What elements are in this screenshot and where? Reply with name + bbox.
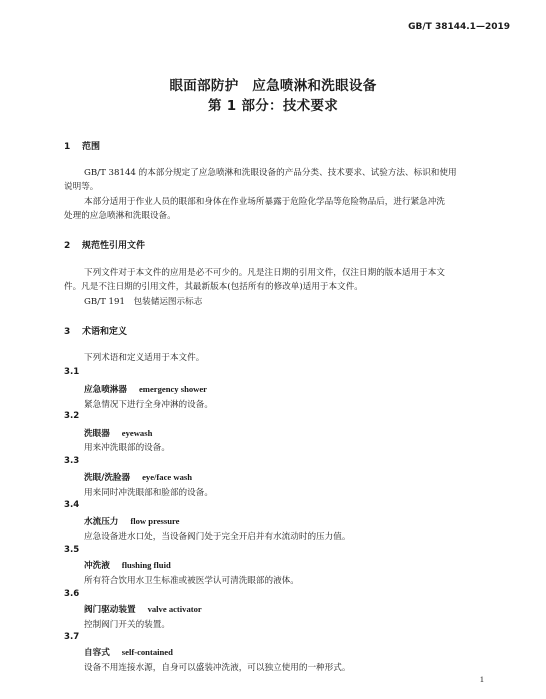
term-zh: 阀门驱动装置 <box>84 605 136 615</box>
term-en: emergency shower <box>138 384 207 394</box>
page-number: 1 <box>479 674 484 684</box>
paragraph: 处理的应急喷淋和洗眼设备。 <box>64 211 176 221</box>
term-number: 3.4 <box>64 500 80 510</box>
section-2-heading <box>64 238 145 251</box>
standard-number: GB/T 38144.1—2019 <box>408 22 510 32</box>
term-en: eye/face wash <box>142 472 192 482</box>
term-zh: 洗眼器 <box>84 429 110 439</box>
term-number: 3.1 <box>64 367 80 377</box>
term-definition: 所有符合饮用水卫生标准或被医学认可清洗眼部的液体。 <box>84 576 299 586</box>
term-en: eyewash <box>121 428 153 438</box>
term-number: 3.3 <box>64 456 80 466</box>
paragraph: 说明等。 <box>64 182 99 192</box>
term-en: flow pressure <box>130 516 180 526</box>
term-zh: 自容式 <box>84 648 110 658</box>
paragraph: 下列术语和定义适用于本文件。 <box>84 353 205 363</box>
term-en: flushing fluid <box>121 560 171 570</box>
section-3-heading <box>64 324 127 337</box>
section-title: 范围 <box>82 142 101 152</box>
section-1-heading <box>64 139 100 152</box>
document-subtitle: 第 1 部分：技术要求 <box>207 98 339 114</box>
document-title: 眼面部防护 应急喷淋和洗眼设备 <box>169 78 377 94</box>
paragraph: GB/T 38144 的本部分规定了应急喷淋和洗眼设备的产品分类、技术要求、试验方法、标识和使用 <box>84 168 457 178</box>
term-en: valve activator <box>147 604 202 614</box>
section-title: 术语和定义 <box>82 327 128 337</box>
term <box>84 427 152 439</box>
paragraph: 下列文件对于本文件的应用是必不可少的。凡是注日期的引用文件，仅注日期的版本适用于本文 <box>84 268 445 278</box>
paragraph: 本部分适用于作业人员的眼部和身体在作业场所暴露于危险化学品等危险物品后，进行紧急冲洗 <box>84 197 445 207</box>
term <box>84 646 173 658</box>
normative-reference: GB/T 191 包装储运图示标志 <box>84 297 203 307</box>
term-definition: 设备不用连接水源，自身可以盛装冲洗液，可以独立使用的一种形式。 <box>84 663 351 673</box>
term-zh: 冲洗液 <box>84 561 110 571</box>
term-number: 3.5 <box>64 545 80 555</box>
term <box>84 383 207 395</box>
term <box>84 471 192 483</box>
section-number: 2 <box>64 241 71 251</box>
term-en: self-contained <box>121 647 173 657</box>
section-number: 3 <box>64 327 71 337</box>
paragraph: 件。凡是不注日期的引用文件，其最新版本(包括所有的修改单)适用于本文件。 <box>64 282 363 292</box>
term-number: 3.2 <box>64 411 80 421</box>
term-number: 3.6 <box>64 589 80 599</box>
term-definition: 应急设备进水口处，当设备阀门处于完全开启并有水流动时的压力值。 <box>84 532 351 542</box>
section-number: 1 <box>64 142 71 152</box>
term-zh: 水流压力 <box>84 517 119 527</box>
section-title: 规范性引用文件 <box>82 241 146 251</box>
term-number: 3.7 <box>64 632 80 642</box>
term-definition: 控制阀门开关的装置。 <box>84 620 170 630</box>
term-definition: 紧急情况下进行全身冲淋的设备。 <box>84 400 213 410</box>
term-zh: 应急喷淋器 <box>84 385 127 395</box>
term <box>84 559 171 571</box>
term <box>84 515 180 527</box>
term-definition: 用来冲洗眼部的设备。 <box>84 443 170 453</box>
term-definition: 用来同时冲洗眼部和脸部的设备。 <box>84 488 213 498</box>
term-zh: 洗眼/洗脸器 <box>84 473 131 483</box>
term <box>84 603 202 615</box>
